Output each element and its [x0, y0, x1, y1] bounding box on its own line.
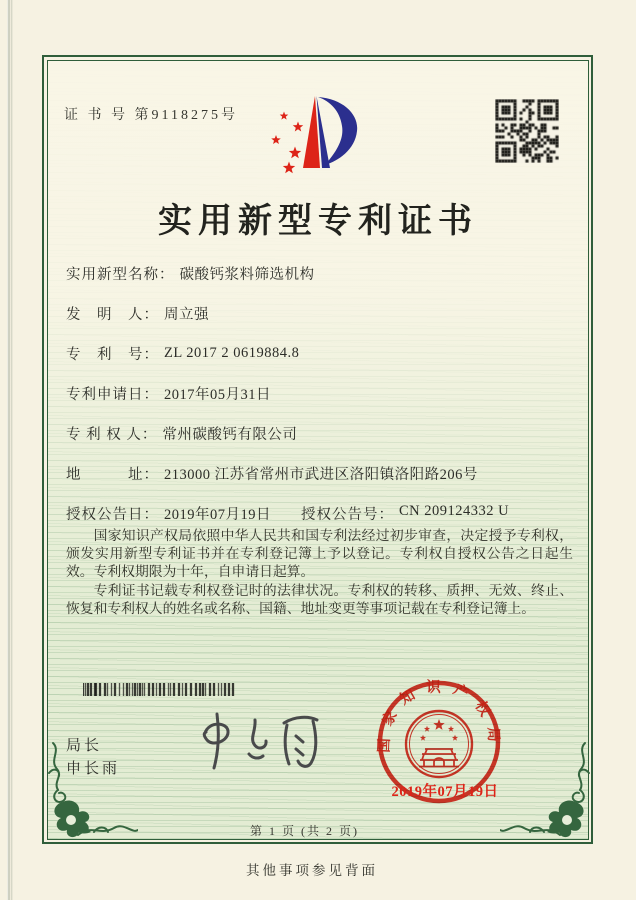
field-value: 2017年05月31日 [164, 386, 271, 403]
legal-text [66, 527, 573, 618]
field-value: 213000 江苏省常州市武进区洛阳镇洛阳路206号 [164, 466, 478, 483]
field-row-patentee [66, 413, 574, 453]
field-value: 2019年07月19日 [164, 506, 271, 523]
field-label: 地 址： [66, 466, 159, 483]
back-side-note: 其他事项参见背面 [246, 863, 378, 878]
field-label: 专利申请日： [66, 386, 159, 403]
logo-star [293, 122, 303, 132]
field-row-inventor [66, 293, 574, 333]
logo-star [283, 162, 295, 174]
booklet-spine-edge [7, 0, 13, 900]
legal-paragraph-2: 专利证书记载专利权登记时的法律状况。专利权的转移、质押、无效、终止、恢复和专利权人的姓名或名称、国籍、地址变更等事项记载在专利登记簿上。 [66, 583, 573, 617]
seal-arc-text: 国家知识产权局 [376, 680, 502, 754]
cnipa-logo-icon [252, 84, 388, 196]
page-number: 第 1 页 (共 2 页) [250, 824, 359, 838]
logo-star [271, 135, 281, 144]
floral-corner-ornament [500, 741, 592, 843]
field-label: 发 明 人： [66, 306, 159, 323]
logo-star [289, 147, 301, 159]
field-value: 常州碳酸钙有限公司 [162, 426, 298, 443]
logo-star [280, 112, 289, 120]
field-label: 专 利 号： [66, 346, 159, 363]
seal-date: 2019年07月19日 [391, 784, 499, 800]
field-row-patent-no [66, 333, 574, 373]
field-value: ZL 2017 2 0619884.8 [164, 344, 300, 361]
barcode-icon [83, 683, 235, 696]
field-label: 授权公告号： [301, 506, 394, 523]
svg-text:国家知识产权局 [375, 678, 503, 753]
field-value: 周立强 [164, 306, 209, 323]
field-label: 实用新型名称： [66, 266, 175, 283]
commissioner-signature [192, 708, 332, 780]
field-row-name [66, 253, 574, 293]
commissioner-name: 申长雨 [66, 761, 121, 777]
commissioner-title: 局长 [66, 738, 103, 754]
legal-paragraph-1: 国家知识产权局依照中华人民共和国专利法经过初步审查，决定授予专利权，颁发实用新型专利证书并在专利登记簿上予以登记。专利权自授权公告之日起生效。专利权期限为十年，自申请日起算。 [66, 528, 573, 579]
qr-code-icon [495, 99, 559, 163]
certificate-number: 证 书 号 第9118275号 [64, 108, 238, 123]
certificate-title: 实用新型专利证书 [158, 203, 478, 240]
field-value: CN 209124332 U [399, 502, 510, 519]
field-list [66, 253, 574, 533]
national-emblem [420, 719, 458, 741]
field-row-filing-date [66, 373, 574, 413]
floral-corner-ornament [46, 741, 138, 843]
field-label: 专 利 权 人： [66, 426, 158, 443]
grant-number-group [301, 503, 509, 524]
field-value: 碳酸钙浆料筛选机构 [179, 266, 315, 283]
field-label: 授权公告日： [66, 506, 159, 523]
field-row-address [66, 453, 574, 493]
